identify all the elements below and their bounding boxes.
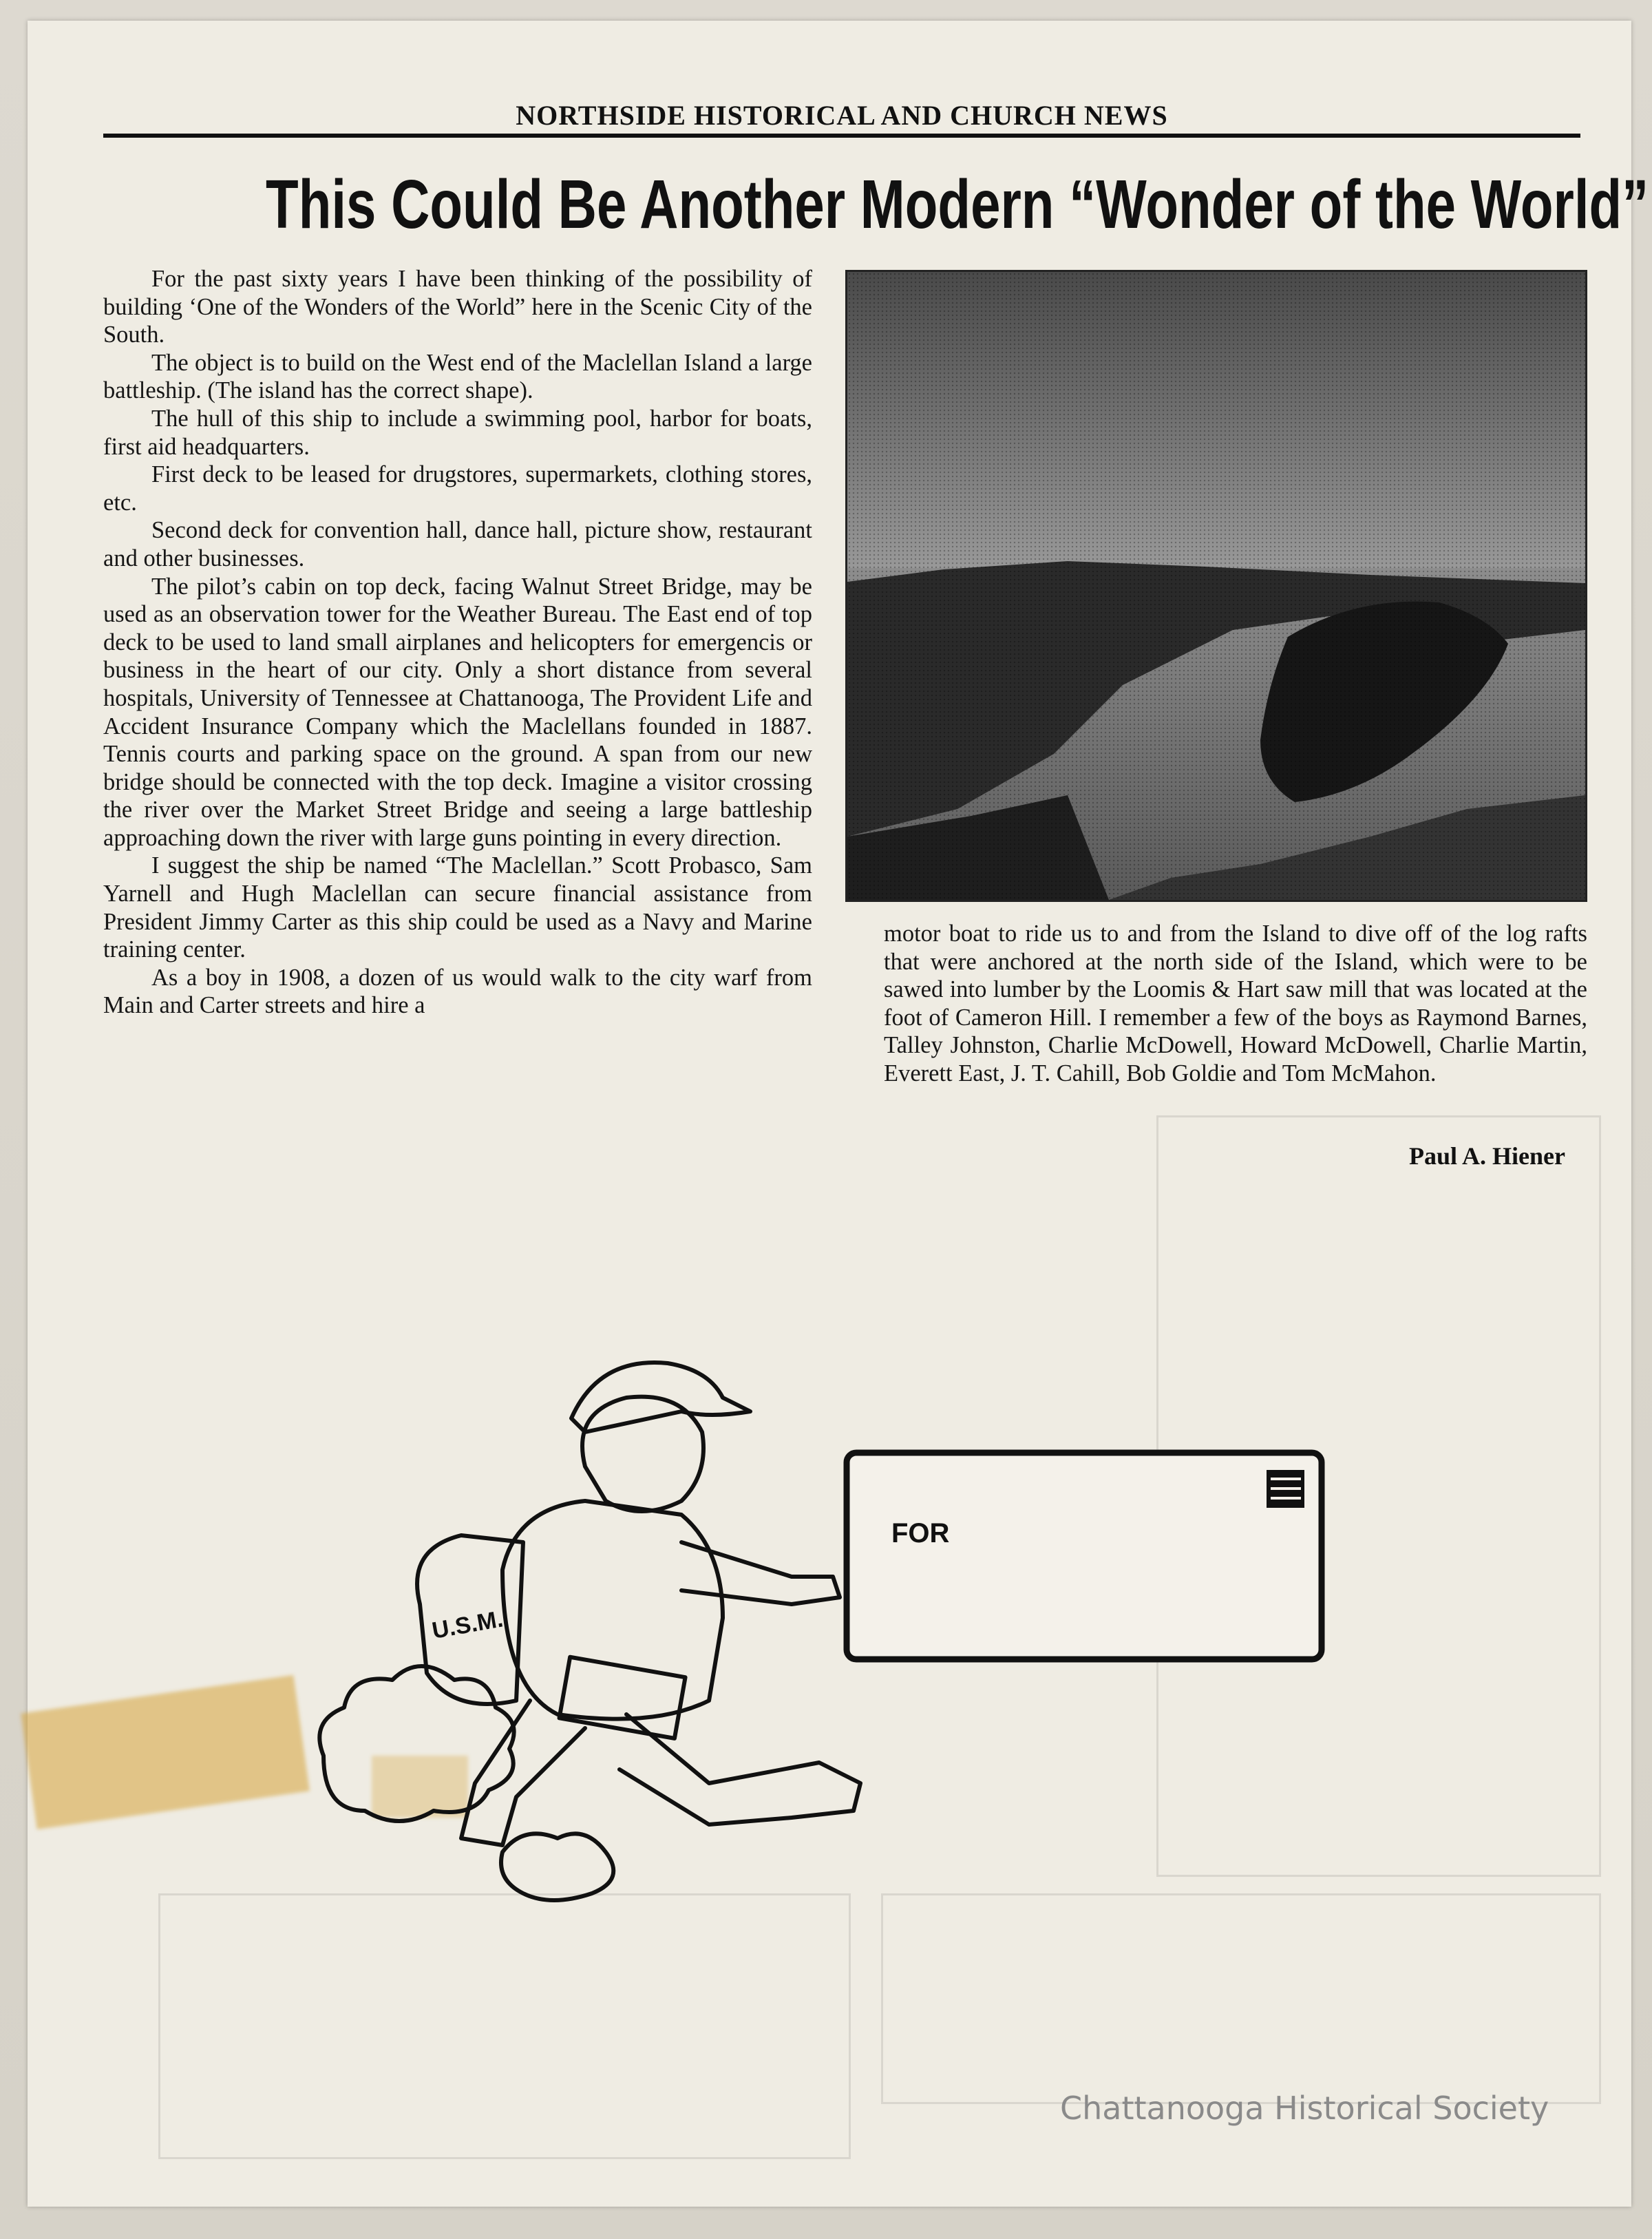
article-paragraph: For the past sixty years I have been thinking of the possibility of building ‘One of the Wonders of the World” here in the Scenic City of the South. [103,266,812,348]
mailman-cartoon [296,1343,1466,1948]
article-right-column [884,920,1587,1088]
envelope-icon [847,1453,1322,1659]
envelope-text: FOR [891,1518,950,1548]
article-paragraph: The object is to build on the West end of the Maclellan Island a large battleship. (The island has the correct shape). [103,349,812,404]
island-photo-graphic [847,272,1585,900]
island-photo [845,270,1587,902]
headline: This Could Be Another Modern “Wonder of the World” [266,166,1649,243]
article-left-column [103,265,812,1020]
article-paragraph: I suggest the ship be named “The Maclellan.” Scott Probasco, Sam Yarnell and Hugh Maclellan can secure financial assistance from President Jimmy Carter as this ship could be used as a Navy and Marine training center. [103,852,812,963]
mailman-body [502,1501,723,1719]
masthead-rule [103,134,1580,138]
article-paragraph: Second deck for convention hall, dance hall, picture show, restaurant and other businesses. [103,517,812,571]
dust-cloud [319,1666,513,1821]
article-paragraph: First deck to be leased for drugstores, supermarkets, clothing stores, etc. [103,461,812,516]
mailman-legs [461,1701,585,1845]
bag-label: U.S.M. [430,1606,505,1644]
watermark: Chattanooga Historical Society [1060,2090,1549,2127]
article-paragraph: The pilot’s cabin on top deck, facing Walnut Street Bridge, may be used as an observation tower for the Weather Bureau. The East end of top deck to be used to land small airplanes and helicopters for emergencis or business in the heart of our city. Only a short distance from several hospitals, University of Tennessee at Chattanooga, The Provident Life and Accident Insurance Company which the Maclellans founded in 1887. Tennis courts and parking space on the ground. A span from our new bridge should be connected with the top deck. Imagine a visitor crossing the river over the Market Street Bridge and seeing a large battleship approaching down the river with large guns pointing in every direction. [103,573,812,851]
mailman-arm [681,1542,840,1604]
article-paragraph: The hull of this ship to include a swimming pool, harbor for boats, first aid headquarters. [103,405,812,460]
article-paragraph: motor boat to ride us to and from the Island to dive off of the log rafts that were anchored at the north side of the Island, which were to be sawed into lumber by the Loomis & Hart saw mill that was located at the foot of Cameron Hill. I remember a few of the boys as Raymond Barnes, Talley Johnston, Charlie McDowell, Howard McDowell, Charlie Martin, Everett East, J. T. Cahill, Bob Goldie and Tom McMahon. [884,921,1587,1086]
author-byline: Paul A. Hiener [1409,1142,1565,1170]
masthead: NORTHSIDE HISTORICAL AND CHURCH NEWS [516,100,1168,131]
paper-stain [21,1675,310,1829]
article-paragraph: As a boy in 1908, a dozen of us would walk to the city warf from Main and Carter streets and hire a [103,964,812,1019]
